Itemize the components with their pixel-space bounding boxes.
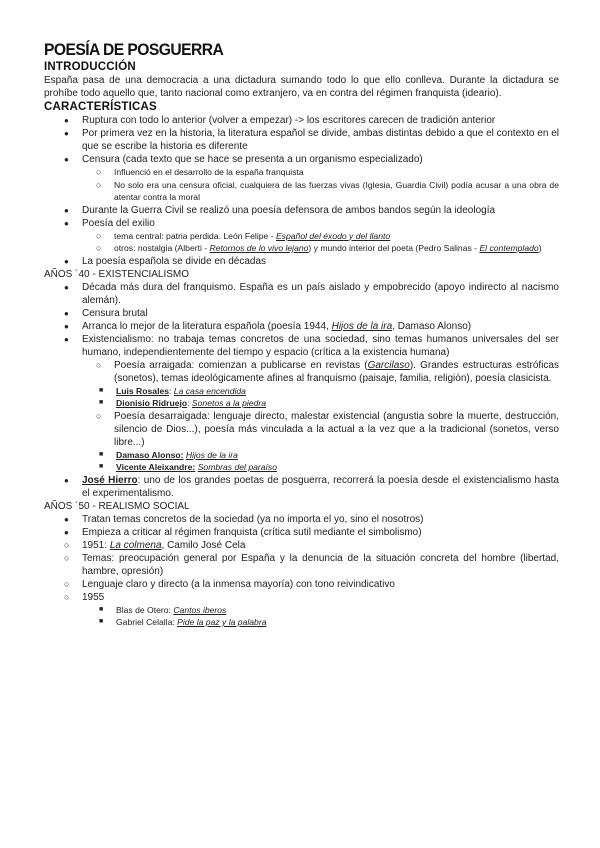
bullet-icon: [96, 242, 101, 255]
list-item: [44, 359, 559, 385]
work-title: Español del éxodo y del llanto: [275, 230, 391, 241]
list-item: ■ Dionisio Ridruejo: Sonetos a la piedra: [44, 397, 559, 410]
item-text: La poesía española se divide en décadas: [82, 255, 267, 267]
list-item: [44, 204, 559, 217]
item-text: Poesía del exilio: [82, 217, 155, 229]
bullet-icon: [96, 179, 101, 192]
list-item: [44, 461, 559, 474]
item-text: Década más dura del franquismo. España es un país aislado y empobrecido (apoyo indirecto al nacismo alemán).: [82, 281, 559, 306]
work-title: Sombras del paraíso: [197, 462, 277, 472]
item-text: Existencialismo: no trabaja temas concretos de una sociedad, sino temas humanos universales del ser humano, independientemente del tiempo y espacio (crítica a la existencia humana): [82, 333, 559, 358]
bullet-icon: [64, 307, 74, 320]
anos40-list: [44, 281, 559, 500]
item-text: Poesía desarraigada: lenguaje directo, malestar existencial (angustia sobre la muerte, destrucción, silencio de Dios...), poesía más vinculada a la actual a la vez que a la tradicional (sonetos, verso libre...): [114, 410, 559, 448]
author-name: José Hierro: [82, 474, 138, 486]
item-text: Censura (cada texto que se hace se presenta a un organismo especializado): [82, 154, 423, 165]
bullet-icon: [99, 449, 103, 462]
bullet-icon: [64, 474, 74, 487]
item-text: 1955: [82, 591, 105, 603]
item-text: ): [538, 243, 542, 253]
bullet-icon: [96, 230, 101, 243]
list-item: [44, 217, 559, 230]
list-item: [44, 333, 559, 359]
intro-text: España pasa de una democracia a una dictadura sumando todo lo que ello conlleva. Durante la dictadura se prohíbe todo aquello que, tanto nacional como extranjero, va en contra del régimen franquista (ideario).: [44, 75, 559, 99]
bullet-icon: [64, 552, 74, 565]
bullet-icon: [99, 385, 103, 398]
item-text: Blas de Otero:: [116, 604, 174, 615]
bullet-icon: [64, 204, 74, 217]
item-text: Influenció en el desarrollo de la españa franquista: [114, 167, 304, 177]
item-text: Empieza a criticar al régimen franquista (crítica sutil mediante el simbolismo): [82, 526, 422, 538]
item-text: Gabriel Celalla:: [116, 617, 178, 627]
bullet-icon: [99, 461, 103, 474]
list-item: [44, 255, 559, 268]
anos40-heading: AÑOS ´40 - EXISTENCIALISMO: [44, 268, 190, 280]
list-item: [44, 410, 559, 449]
item-text: Por primera vez en la historia, la literatura español se divide, ambas distintas debido a que el contexto en el que se escribe la historia es diferente: [82, 128, 559, 152]
bullet-icon: [64, 578, 74, 591]
bullet-icon: [64, 127, 74, 140]
list-item: [44, 179, 559, 204]
item-text: 1951:: [82, 539, 110, 551]
bullet-icon: [64, 591, 74, 604]
list-item: [44, 552, 559, 578]
document-page: [44, 40, 559, 629]
author-name: Vicente Aleixandre:: [116, 462, 196, 472]
list-item: [44, 578, 559, 591]
list-item: [44, 320, 559, 333]
list-item: [44, 114, 559, 127]
item-text: tema central: patria perdida. León Felipe -: [114, 230, 276, 241]
caracteristicas-heading: CARACTERÍSTICAS: [44, 101, 157, 113]
bullet-icon: [99, 616, 103, 629]
list-item: [44, 616, 559, 629]
list-item: [44, 526, 559, 539]
work-title: Sonetos a la piedra: [191, 398, 266, 408]
item-text: Censura brutal: [82, 307, 148, 319]
item-text: Temas: preocupación general por España y la denuncia de la situación concreta del hombre (libertad, hambre, opresión): [82, 552, 559, 577]
author-name: Damaso Alonso:: [116, 449, 184, 460]
bullet-icon: [99, 604, 103, 617]
caracteristicas-list: [44, 114, 559, 268]
bullet-icon: [64, 281, 74, 294]
list-item: [44, 591, 559, 604]
list-item: [44, 242, 559, 255]
list-item: [44, 449, 559, 462]
list-item: [44, 539, 559, 552]
list-item: [44, 230, 559, 243]
item-text: , Damaso Alonso): [392, 320, 472, 332]
work-title: La casa encendida: [173, 385, 246, 396]
list-item: [44, 513, 559, 526]
work-title: Hijos de la ira: [185, 449, 238, 460]
item-text: ). Grandes estructuras estróficas (sonetos), temas ideológicamente afines al franquismo (paisaje, familia, religión), poesía clasicista.: [114, 359, 559, 384]
bullet-icon: [64, 333, 74, 346]
bullet-icon: [64, 153, 74, 166]
bullet-icon: [99, 397, 103, 410]
work-title: Pide la paz y la palabra: [177, 617, 267, 627]
list-item: ■ Luis Rosales: La casa encendida: [44, 385, 559, 398]
list-item: [44, 153, 559, 166]
bullet-icon: [64, 539, 74, 552]
list-item: [44, 281, 559, 307]
bullet-icon: [96, 410, 101, 423]
list-item: [44, 474, 559, 500]
item-text: Tratan temas concretos de la sociedad (ya no importa el yo, sino el nosotros): [82, 513, 424, 525]
list-item: [44, 166, 559, 179]
work-title: Hijos de la ira: [331, 320, 393, 332]
item-text: : uno de los grandes poetas de posguerra, recorrerá la poesía desde el existencialismo hasta el experimentalismo.: [82, 474, 559, 499]
item-text: , Camilo José Cela: [161, 539, 246, 551]
author-name: Luis Rosales: [116, 385, 170, 396]
bullet-icon: [64, 513, 74, 526]
work-title: Cantos iberos: [173, 604, 227, 615]
bullet-icon: [64, 114, 74, 127]
author-name: Dionisio Ridruejo: [116, 398, 188, 408]
item-text: ) y mundo interior del poeta (Pedro Salinas -: [308, 243, 480, 253]
work-title: Garcilaso: [367, 359, 410, 371]
item-text: Lenguaje claro y directo (a la inmensa mayoría) con tono reivindicativo: [82, 578, 395, 590]
item-text: No solo era una censura oficial, cualquiera de las fuerzas vivas (Iglesia, Guardia Civil) podía acusar a una obra de atentar contra la moral: [114, 179, 559, 202]
list-item: [44, 127, 559, 153]
item-text: Arranca lo mejor de la literatura española (poesía 1944,: [82, 320, 332, 332]
item-text: Poesía arraigada: comienzan a publicarse en revistas (: [114, 359, 368, 371]
list-item: [44, 604, 559, 617]
list-item: [44, 307, 559, 320]
bullet-icon: [96, 359, 101, 372]
work-title: El contemplado: [479, 243, 539, 253]
item-text: otros: nostalgia (Alberti -: [114, 243, 210, 253]
item-text: Durante la Guerra Civil se realizó una poesía defensora de ambos bandos según la ideología: [82, 204, 496, 216]
item-text: Ruptura con todo lo anterior (volver a empezar) -> los escritores carecen de tradición anterior: [82, 115, 496, 126]
bullet-icon: [64, 217, 74, 230]
anos50-list: [44, 513, 559, 629]
intro-heading: INTRODUCCIÓN: [44, 61, 136, 73]
bullet-icon: [96, 166, 101, 179]
page-title: POESÍA DE POSGUERRA: [44, 40, 224, 59]
bullet-icon: [64, 526, 74, 539]
work-title: La colmena: [109, 539, 162, 551]
anos50-heading: AÑOS ´50 - REALISMO SOCIAL: [44, 500, 190, 512]
bullet-icon: [64, 320, 74, 333]
bullet-icon: [64, 255, 74, 268]
work-title: Retornos de lo vivo lejano: [209, 243, 309, 253]
